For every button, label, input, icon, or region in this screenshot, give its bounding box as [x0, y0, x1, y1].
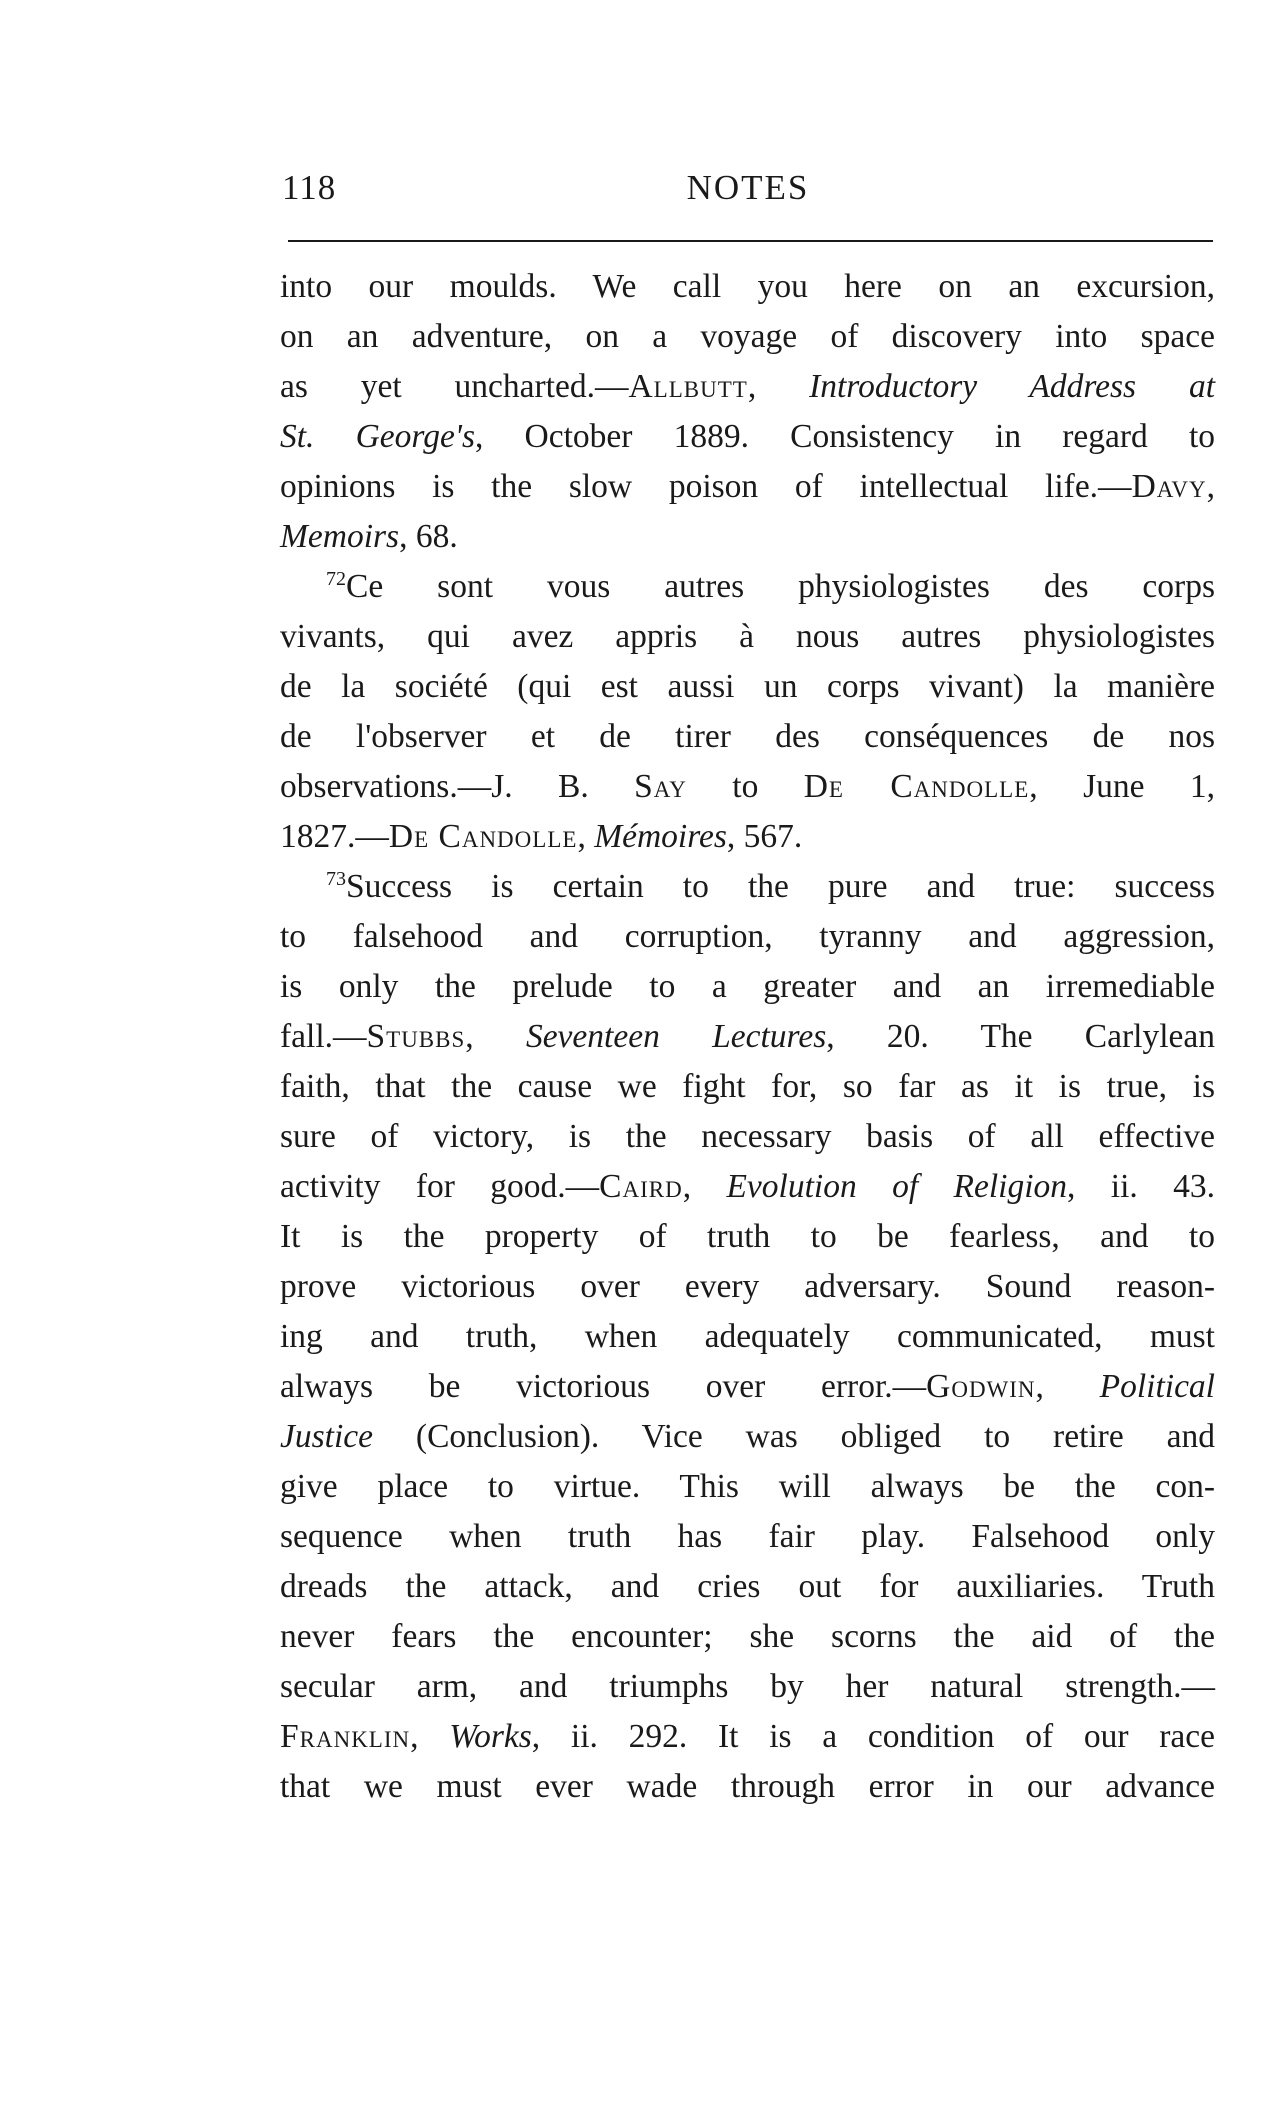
text-line: give place to virtue. This will always be the con-: [280, 1468, 1215, 1505]
text-line: that we must ever wade through error in our advance: [280, 1768, 1215, 1805]
text-line: Justice (Conclusion). Vice was obliged to retire and: [280, 1418, 1215, 1455]
work-title: Memoirs: [280, 518, 400, 555]
running-title: NOTES: [686, 168, 810, 207]
text-line: prove victorious over every adversary. Sound reason-: [280, 1268, 1215, 1305]
page-number: 118: [282, 168, 337, 207]
text-line: fall.—Stubbs, Seventeen Lectures, 20. The Carlylean: [280, 1018, 1216, 1055]
work-title: Justice: [280, 1418, 374, 1455]
work-title: Mémoires: [594, 818, 727, 855]
text-line: de l'observer et de tirer des conséquences de nos: [280, 718, 1215, 755]
work-title: Political: [1099, 1368, 1215, 1405]
notes-body: [280, 262, 1215, 1812]
author-franklin: Franklin: [280, 1718, 411, 1755]
text-line: as yet uncharted.—Allbutt, Introductory Address at: [280, 368, 1216, 405]
text-line: secular arm, and triumphs by her natural strength.—: [280, 1668, 1215, 1705]
work-title: Introductory Address at: [809, 368, 1216, 405]
text-line: St. George's, October 1889. Consistency in regard to: [280, 418, 1216, 455]
text-line: Franklin, Works, ii. 292. It is a condition of our race: [280, 1718, 1216, 1755]
work-title: St. George's: [280, 418, 476, 455]
text-line: sure of victory, is the necessary basis of all effective: [280, 1118, 1215, 1155]
text-line: observations.—J. B. Say to De Candolle, June 1,: [280, 768, 1215, 805]
author-say: Say: [634, 768, 687, 805]
page-header: [282, 168, 1214, 218]
text-line: never fears the encounter; she scorns the aid of the: [280, 1618, 1215, 1655]
text-line: into our moulds. We call you here on an excursion,: [280, 268, 1215, 305]
text-line: de la société (qui est aussi un corps vivant) la manière: [280, 668, 1215, 705]
author-caird: Caird: [599, 1168, 683, 1205]
text-line: opinions is the slow poison of intellectual life.—Davy,: [280, 468, 1215, 505]
text-line: ing and truth, when adequately communicated, must: [280, 1318, 1215, 1355]
text-line: always be victorious over error.—Godwin, Political: [280, 1368, 1215, 1405]
text-line: to falsehood and corruption, tyranny and aggression,: [280, 918, 1215, 955]
header-rule: [288, 240, 1213, 242]
text-line: It is the property of truth to be fearless, and to: [280, 1218, 1215, 1255]
text-line: vivants, qui avez appris à nous autres physiologistes: [280, 618, 1215, 655]
author-de-candolle: De Candolle: [388, 818, 578, 855]
text-line: sequence when truth has fair play. Falsehood only: [280, 1518, 1215, 1555]
work-title: Works: [449, 1718, 532, 1755]
note-72-start: $^{72}$Ce sont vous autres physiologistes des corps: [326, 568, 1215, 605]
text-line: is only the prelude to a greater and an irremediable: [280, 968, 1215, 1005]
note-number: 72: [326, 568, 346, 590]
text-line: activity for good.—Caird, Evolution of Religion, ii. 43.: [280, 1168, 1216, 1205]
text-line: dreads the attack, and cries out for auxiliaries. Truth: [280, 1568, 1215, 1605]
text-line: faith, that the cause we fight for, so far as it is true, is: [280, 1068, 1215, 1105]
note-73-start: $^{73}$Success is certain to the pure and true: success: [326, 868, 1215, 905]
author-godwin: Godwin: [926, 1368, 1036, 1405]
work-title: Evolution of Religion: [726, 1168, 1068, 1205]
text-line: on an adventure, on a voyage of discovery into space: [280, 318, 1215, 355]
author-allbutt: Allbutt: [628, 368, 748, 405]
author-de-candolle: De Candolle: [803, 768, 1030, 805]
author-davy: Davy: [1131, 468, 1207, 505]
text-line: 1827.—De Candolle, Mémoires, 567.: [280, 818, 803, 855]
work-title: Seventeen Lectures: [525, 1018, 827, 1055]
note-number: 73: [326, 868, 346, 890]
author-stubbs: Stubbs: [366, 1018, 466, 1055]
text-line: Memoirs, 68.: [280, 518, 458, 555]
